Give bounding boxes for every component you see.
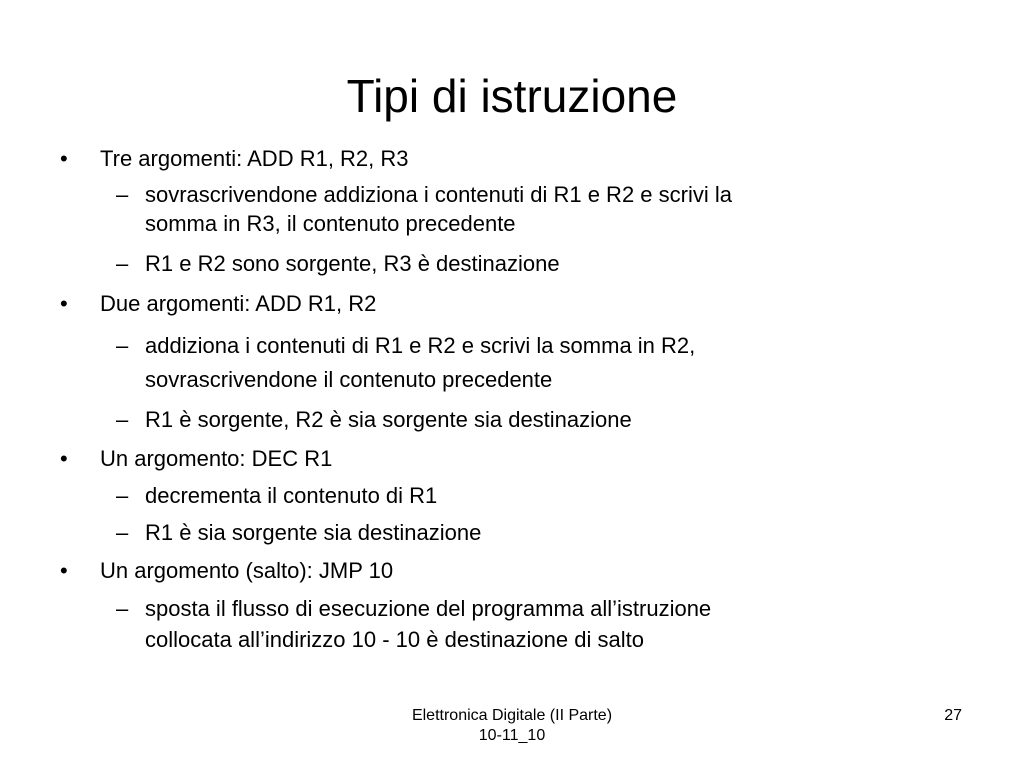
dash-icon: – bbox=[116, 182, 129, 207]
bullet-item: Un argomento (salto): JMP 10 bbox=[100, 558, 394, 583]
sub-item-line: R1 è sia sorgente sia destinazione bbox=[145, 520, 482, 545]
page-number: 27 bbox=[944, 707, 962, 724]
bullet-icon: • bbox=[60, 446, 68, 471]
bullet-icon: • bbox=[60, 291, 68, 316]
bullet-item: Tre argomenti: ADD R1, R2, R3 bbox=[100, 146, 409, 171]
dash-icon: – bbox=[116, 333, 129, 358]
dash-icon: – bbox=[116, 483, 129, 508]
dash-icon: – bbox=[116, 596, 129, 621]
bullet-item: Due argomenti: ADD R1, R2 bbox=[100, 291, 377, 316]
sub-item-line: R1 è sorgente, R2 è sia sorgente sia destinazione bbox=[145, 407, 632, 432]
dash-icon: – bbox=[116, 520, 129, 545]
bullet-icon: • bbox=[60, 146, 68, 171]
sub-item-line: collocata all’indirizzo 10 - 10 è destinazione di salto bbox=[145, 627, 644, 652]
sub-item-line: sovrascrivendone il contenuto precedente bbox=[145, 367, 553, 392]
footer-text bbox=[312, 706, 712, 746]
slide-title: Tipi di istruzione bbox=[346, 70, 678, 122]
footer-edition: 10-11_10 bbox=[478, 727, 546, 744]
bullet-icon: • bbox=[60, 558, 68, 583]
sub-item-line: sposta il flusso di esecuzione del programma all’istruzione bbox=[145, 596, 712, 621]
footer-course-name: Elettronica Digitale (II Parte) bbox=[411, 707, 613, 724]
sub-item-line: R1 e R2 sono sorgente, R3 è destinazione bbox=[145, 251, 560, 276]
bullet-item: Un argomento: DEC R1 bbox=[100, 446, 333, 471]
sub-item-line: sovrascrivendone addiziona i contenuti di R1 e R2 e scrivi la bbox=[145, 182, 732, 207]
dash-icon: – bbox=[116, 251, 129, 276]
dash-icon: – bbox=[116, 407, 129, 432]
sub-item-line: addiziona i contenuti di R1 e R2 e scrivi la somma in R2, bbox=[145, 333, 696, 358]
sub-item-line: decrementa il contenuto di R1 bbox=[145, 483, 438, 508]
sub-item-line: somma in R3, il contenuto precedente bbox=[145, 211, 516, 236]
